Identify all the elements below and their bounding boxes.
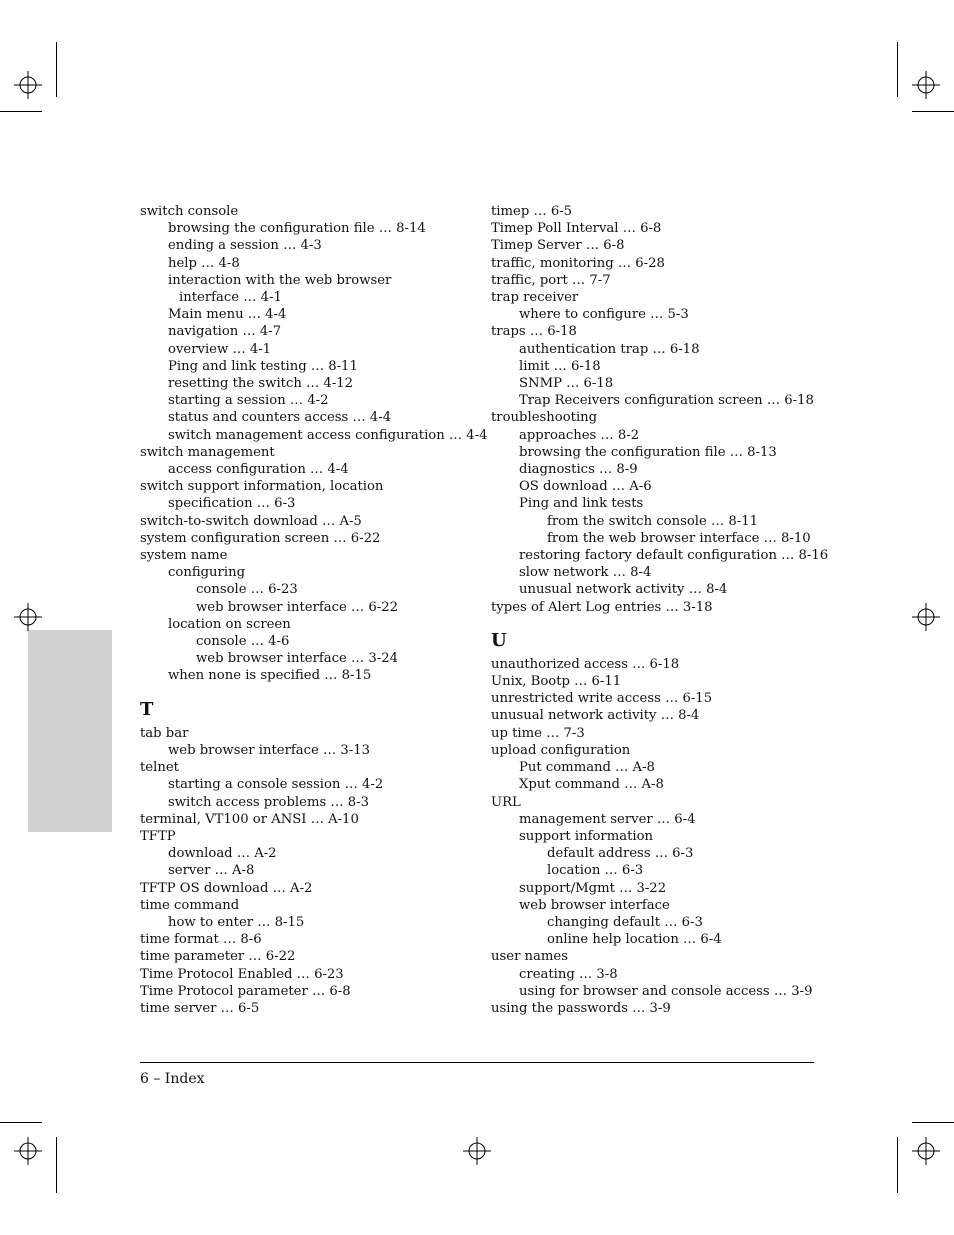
footer-rule: [140, 1062, 814, 1063]
index-subentry: access configuration … 4-4: [168, 462, 349, 478]
index-subentry: slow network … 8-4: [519, 565, 652, 581]
index-subentry: where to configure … 5-3: [519, 307, 689, 323]
registration-mark-icon: [463, 1137, 491, 1165]
section-letter-heading: T: [140, 698, 154, 720]
index-subentry: download … A-2: [168, 846, 277, 862]
registration-mark-icon: [14, 603, 42, 631]
index-subentry: limit … 6-18: [519, 358, 601, 374]
index-subentry: using for browser and console access … 3-9: [519, 983, 813, 999]
index-entry: tab bar: [140, 725, 189, 741]
index-subentry: help … 4-8: [168, 255, 240, 271]
index-entry: terminal, VT100 or ANSI … A-10: [140, 811, 359, 827]
index-entry: switch management: [140, 444, 275, 460]
index-subentry: switch access problems … 8-3: [168, 794, 370, 810]
section-letter-heading: U: [491, 629, 507, 651]
index-entry: Time Protocol parameter … 6-8: [140, 983, 351, 999]
index-subentry: when none is specified … 8-15: [168, 668, 372, 684]
index-entry: switch console: [140, 204, 239, 219]
index-subentry: approaches … 8-2: [519, 427, 640, 443]
index-subentry: overview … 4-1: [168, 341, 272, 357]
index-subentry: online help location … 6-4: [547, 932, 722, 948]
index-subentry: how to enter … 8-15: [168, 914, 305, 930]
index-subentry: Xput command … A-8: [519, 777, 664, 793]
index-subentry: Main menu … 4-4: [168, 307, 287, 323]
index-subentry: OS download … A-6: [519, 479, 652, 495]
index-subentry: starting a console session … 4-2: [168, 777, 384, 793]
index-subentry: from the web browser interface … 8-10: [547, 530, 811, 546]
index-subentry: resetting the switch … 4-12: [168, 376, 354, 392]
index-entry: time command: [140, 897, 240, 913]
index-subentry: changing default … 6-3: [547, 914, 703, 930]
index-entry: traffic, monitoring … 6-28: [491, 255, 665, 271]
registration-mark-icon: [912, 1137, 940, 1165]
index-entry: time parameter … 6-22: [140, 949, 296, 965]
registration-mark-icon: [14, 71, 42, 99]
index-subentry: support information: [519, 828, 654, 844]
index-entry: switch-to-switch download … A-5: [140, 513, 362, 529]
index-entry: types of Alert Log entries … 3-18: [491, 599, 713, 615]
index-column-left: [140, 203, 488, 1017]
index-entry: URL: [491, 794, 521, 810]
index-column-right: [491, 203, 829, 1017]
index-subentry: SNMP … 6-18: [519, 376, 614, 392]
index-subentry: navigation … 4-7: [168, 324, 282, 340]
index-entry: up time … 7-3: [491, 725, 585, 741]
index-subentry: from the switch console … 8-11: [547, 513, 758, 529]
index-entry: user names: [491, 949, 568, 965]
index-entry: telnet: [140, 760, 179, 776]
index-subentry: Trap Receivers configuration screen … 6-18: [519, 393, 814, 409]
index-entry: time server … 6-5: [140, 1000, 260, 1016]
index-subentry: ending a session … 4-3: [168, 238, 322, 254]
index-entry: unauthorized access … 6-18: [491, 656, 680, 672]
index-subentry: diagnostics … 8-9: [519, 462, 638, 478]
index-subentry: starting a session … 4-2: [168, 393, 329, 409]
index-subentry: location on screen: [168, 616, 291, 632]
index-subentry: web browser interface … 3-13: [168, 742, 371, 758]
index-subentry: Ping and link testing … 8-11: [168, 358, 358, 374]
index-entry: Unix, Bootp … 6-11: [491, 674, 622, 690]
index-entry: switch support information, location: [140, 479, 384, 495]
index-entry: unrestricted write access … 6-15: [491, 691, 713, 707]
index-subentry: default address … 6-3: [547, 846, 694, 862]
index-entry: time format … 8-6: [140, 932, 262, 948]
registration-mark-icon: [912, 71, 940, 99]
index-subentry: interface … 4-1: [179, 290, 282, 306]
index-entry: system name: [140, 548, 228, 564]
index-subentry: specification … 6-3: [168, 496, 296, 512]
registration-mark-icon: [14, 1137, 42, 1165]
index-subentry: support/Mgmt … 3-22: [519, 880, 667, 896]
index-subentry: switch management access configuration … 4-4: [168, 427, 488, 443]
registration-mark-icon: [912, 603, 940, 631]
index-subentry: server … A-8: [168, 863, 255, 879]
index-entry: troubleshooting: [491, 410, 598, 426]
index-entry: TFTP OS download … A-2: [140, 880, 313, 896]
index-subentry: web browser interface … 3-24: [196, 651, 399, 667]
index-subentry: console … 6-23: [196, 582, 298, 598]
index-entry: traps … 6-18: [491, 324, 577, 340]
index-entry: Timep Poll Interval … 6-8: [491, 221, 662, 237]
index-subentry: restoring factory default configuration … 8-16: [519, 548, 829, 564]
index-subentry: browsing the configuration file … 8-13: [519, 444, 777, 460]
index-entry: TFTP: [140, 828, 176, 844]
index-subentry: browsing the configuration file … 8-14: [168, 221, 426, 237]
section-thumb-tab: [28, 630, 112, 832]
index-subentry: web browser interface … 6-22: [196, 599, 399, 615]
index-subentry: management server … 6-4: [519, 811, 696, 827]
index-entry: timep … 6-5: [491, 204, 573, 219]
index-subentry: console … 4-6: [196, 634, 290, 650]
index-entry: unusual network activity … 8-4: [491, 708, 700, 724]
index-subentry: configuring: [168, 565, 246, 581]
index-entry: traffic, port … 7-7: [491, 272, 611, 288]
index-subentry: Ping and link tests: [519, 496, 644, 512]
index-subentry: creating … 3-8: [519, 966, 618, 982]
index-subentry: authentication trap … 6-18: [519, 341, 700, 357]
index-entry: using the passwords … 3-9: [491, 1000, 671, 1016]
index-entry: upload configuration: [491, 742, 631, 758]
index-subentry: status and counters access … 4-4: [168, 410, 392, 426]
index-subentry: web browser interface: [519, 897, 670, 913]
page-footer: 6 – Index: [140, 1071, 205, 1087]
index-entry: trap receiver: [491, 290, 579, 306]
index-entry: Time Protocol Enabled … 6-23: [140, 966, 344, 982]
index-subentry: Put command … A-8: [519, 760, 655, 776]
index-entry: Timep Server … 6-8: [491, 238, 625, 254]
index-subentry: location … 6-3: [547, 863, 644, 879]
index-subentry: unusual network activity … 8-4: [519, 582, 728, 598]
index-entry: system configuration screen … 6-22: [140, 530, 381, 546]
index-subentry: interaction with the web browser: [168, 272, 392, 288]
